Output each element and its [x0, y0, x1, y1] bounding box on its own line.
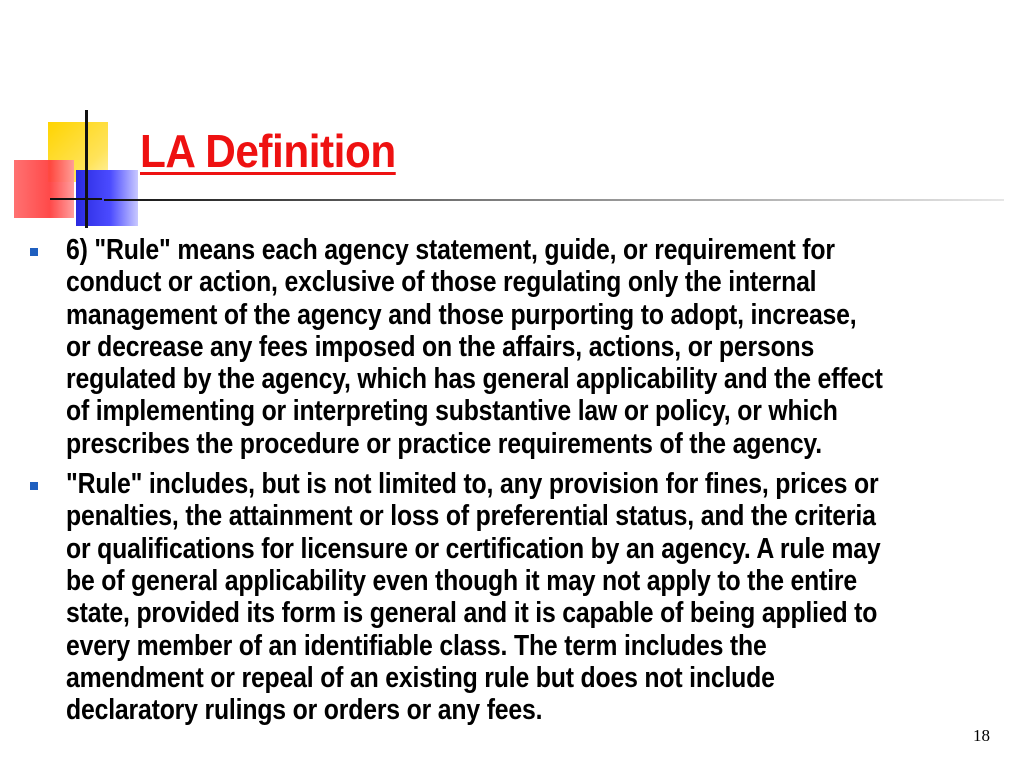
- bullet-item: [30, 234, 1010, 460]
- red-square-decoration: [14, 160, 74, 218]
- vertical-rule-decoration: [85, 110, 88, 228]
- bullet-item: [30, 468, 1010, 726]
- short-horizontal-rule-decoration: [50, 198, 102, 200]
- slide-title: LA Definition: [140, 125, 396, 177]
- square-bullet-icon: [30, 468, 66, 500]
- decorative-squares-logo: [0, 0, 150, 230]
- square-bullet-icon: [30, 234, 66, 266]
- page-number: 18: [973, 726, 990, 745]
- title-underline-rule: [104, 199, 1004, 201]
- bullet-text-rule-includes: "Rule" includes, but is not limited to, any provision for fines, prices or penalties, the attainment or loss of preferential status, and the criteria or qualifications for licensure or certification by an agency. A rule may be of general applicability even though it may not apply to the entire state, provided its form is general and it is capable of being applied to every member of an identifiable class. The term includes the amendment or repeal of an existing rule but does not include declaratory rulings or orders or any fees.: [66, 468, 881, 727]
- bullet-text-rule-definition: 6) "Rule" means each agency statement, guide, or requirement for conduct or action, exclusive of those regulating only the internal management of the agency and those purporting to adopt, increase, or decrease any fees imposed on the affairs, actions, or persons regulated by the agency, which has general applicability and the effect of implementing or interpreting substantive law or policy, or which prescribes the procedure or practice requirements of the agency.: [66, 234, 883, 460]
- bullet-list: [30, 234, 1010, 734]
